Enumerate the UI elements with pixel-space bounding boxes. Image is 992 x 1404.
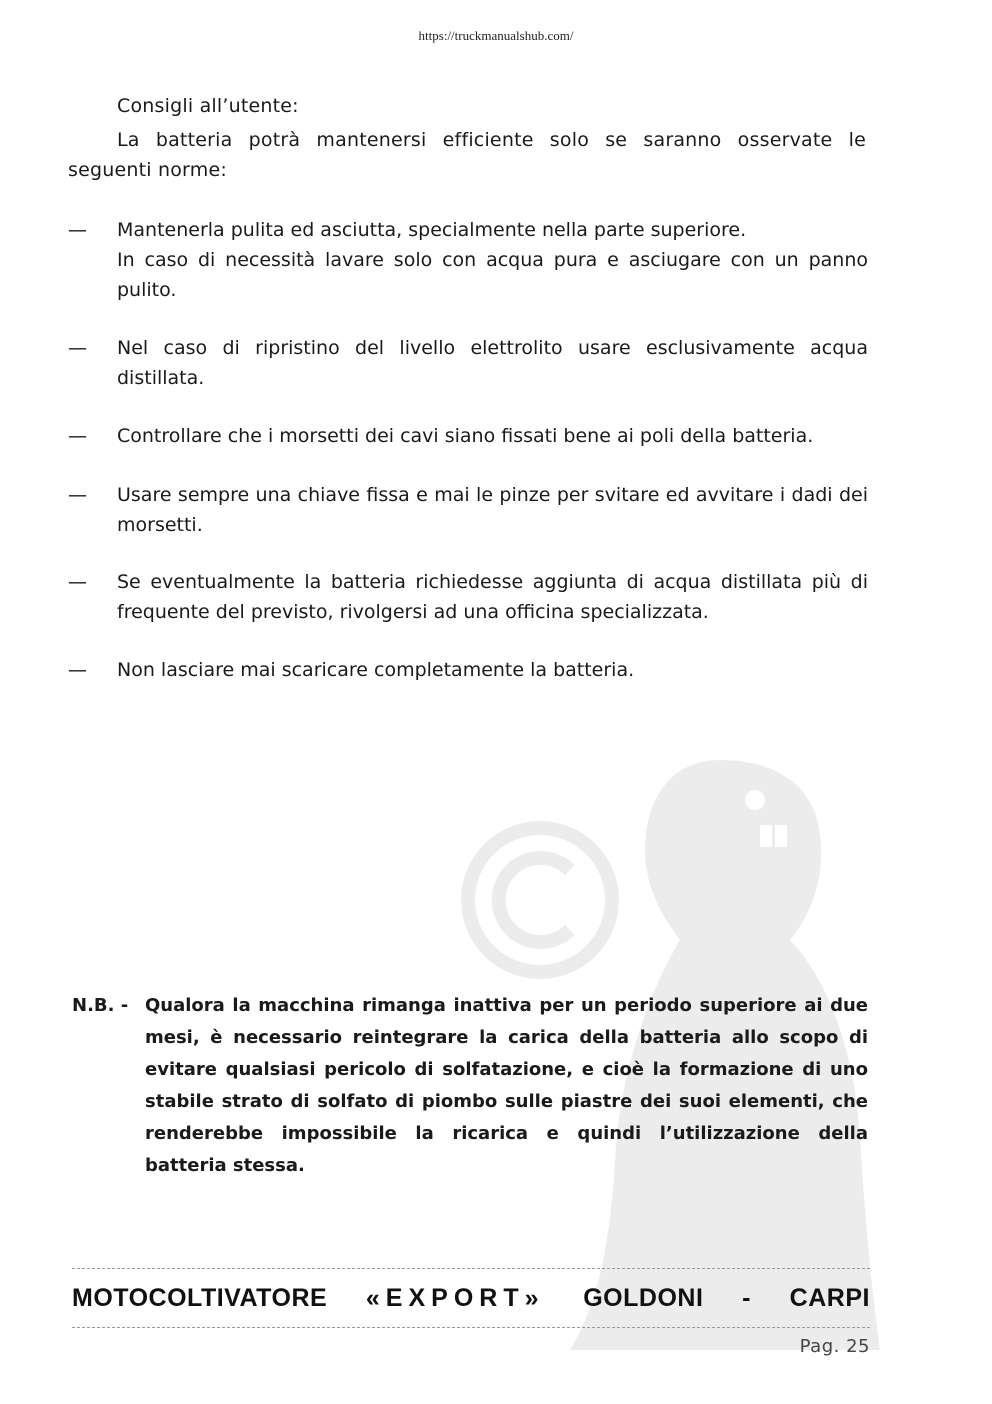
page-number: Pag. 25: [799, 1336, 870, 1357]
footer-top-rule: [72, 1268, 870, 1269]
list-item: [68, 567, 868, 627]
footer-bottom-rule: [72, 1327, 870, 1328]
intro-title: Consigli all’utente:: [117, 95, 299, 117]
list-item-line: Mantenerla pulita ed asciutta, specialmente nella parte superiore.: [117, 219, 747, 241]
list-item-text: Non lasciare mai scaricare completamente la batteria.: [117, 659, 635, 681]
note-text: Qualora la macchina rimanga inattiva per un periodo superiore ai due mesi, è necessario reintegrare la carica della batteria allo scopo di evitare qualsiasi pericolo di solfatazione, e cioè la formazione di uno stabile strato di solfato di piombo sulle piastre dei suoi elementi, che renderebbe impossibile la ricarica e quindi l’utilizzazione della batteria stessa.: [145, 995, 868, 1176]
list-item: [68, 480, 868, 540]
dash-bullet: —: [68, 337, 87, 359]
footer-title: [72, 1284, 870, 1313]
footer-model: «EXPORT»: [365, 1284, 545, 1312]
footer-product: MOTOCOLTIVATORE: [72, 1284, 328, 1312]
footer-separator: -: [742, 1284, 751, 1312]
list-item: [68, 421, 868, 451]
source-url[interactable]: https://truckmanualshub.com/: [418, 28, 574, 43]
list-item: [68, 215, 868, 305]
list-item-line: In caso di necessità lavare solo con acqua pura e asciugare con un panno pulito.: [117, 249, 868, 301]
list-item: [68, 655, 868, 685]
list-item-text: Controllare che i morsetti dei cavi siano fissati bene ai poli della batteria.: [117, 425, 814, 447]
footer-city: CARPI: [789, 1284, 870, 1312]
dash-bullet: —: [68, 484, 87, 506]
note-label: N.B. -: [72, 995, 129, 1016]
footer-brand: GOLDONI: [583, 1284, 704, 1312]
list-item-text: Usare sempre una chiave fissa e mai le pinze per svitare ed avvitare i dadi dei morsetti.: [117, 484, 868, 536]
dash-bullet: —: [68, 659, 87, 681]
list-item: [68, 333, 868, 393]
list-item-text: Se eventualmente la batteria richiedesse aggiunta di acqua distillata più di frequente del previsto, rivolgersi ad una officina specializzata.: [117, 571, 868, 623]
note-block: [72, 990, 868, 1182]
intro-body: La batteria potrà mantenersi efficiente solo se saranno osservate le seguenti norme:: [68, 129, 866, 181]
list-item-text: [117, 215, 868, 305]
dash-bullet: —: [68, 425, 87, 447]
list-item-text: Nel caso di ripristino del livello elettrolito usare esclusivamente acqua distillata.: [117, 337, 868, 389]
dash-bullet: —: [68, 219, 87, 241]
dash-bullet: —: [68, 571, 87, 593]
